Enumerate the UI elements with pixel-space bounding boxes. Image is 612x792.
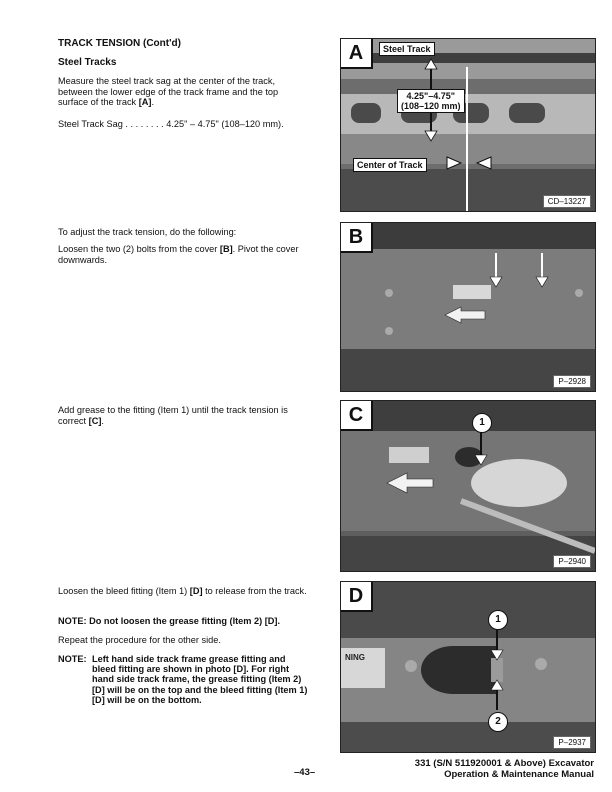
photo-c <box>340 400 596 572</box>
repeat-text: Repeat the procedure for the other side. <box>58 635 221 645</box>
sag-measure-in: 4.25"–4.75" <box>406 91 456 101</box>
photo-a <box>340 38 596 212</box>
note2-text: Left hand side track frame grease fitting and bleed fitting are shown in photo [D]. For right hand side track frame, the grease fitting (Item 2) [D] will be on the top and the bleed fitting (Item 1) [D] will be on the bottom. <box>92 654 308 705</box>
photo-c-code: P–2940 <box>553 555 591 568</box>
page-number: –43– <box>294 767 316 778</box>
loosen-paragraph <box>58 244 310 265</box>
loosen-end: . Pivot the cover downwards. <box>58 244 299 265</box>
grease-paragraph <box>58 405 310 426</box>
grease-end: . <box>101 415 104 426</box>
photo-c-label: C <box>341 401 373 431</box>
note-do-not-loosen: NOTE: Do not loosen the grease fitting (Item 2) [D]. <box>58 616 281 626</box>
spec-label: Steel Track Sag . . . . . . . . <box>58 119 164 129</box>
sag-measure-mm: (108–120 mm) <box>401 101 461 111</box>
photo-b-label: B <box>341 223 373 253</box>
bleed-end: to release from the track. <box>202 586 307 596</box>
spec-line <box>58 119 318 130</box>
photo-c-image <box>341 401 595 571</box>
loosen-ref: [B] <box>219 244 233 254</box>
spec-value: 4.25" – 4.75" (108–120 mm). <box>166 119 284 129</box>
item-1-marker: 1 <box>472 413 492 433</box>
photo-b-code: P–2928 <box>553 375 591 388</box>
section-title: TRACK TENSION (Cont'd) <box>58 38 181 49</box>
bleed-paragraph <box>58 586 310 597</box>
note2-label: NOTE: <box>58 654 87 664</box>
footer-line2: Operation & Maintenance Manual <box>444 769 594 780</box>
footer-line1: 331 (S/N 511920001 & Above) Excavator <box>414 758 594 769</box>
photo-a-code: CD–13227 <box>543 195 591 208</box>
center-of-track-callout: Center of Track <box>353 158 427 172</box>
bleed-text: Loosen the bleed fitting (Item 1) <box>58 586 190 596</box>
footer-title <box>415 758 594 780</box>
warning-sign-text: NING <box>345 653 365 662</box>
intro-text: Measure the steel track sag at the center of the track, between the lower edge of the track frame and the top surface of the track <box>58 76 279 108</box>
intro-paragraph <box>58 76 310 108</box>
photo-a-label: A <box>341 39 373 69</box>
photo-b-image <box>341 223 595 391</box>
section-subtitle: Steel Tracks <box>58 57 117 68</box>
intro-end: . <box>151 97 155 108</box>
photo-a-image <box>341 39 595 211</box>
photo-d-label: D <box>341 582 373 612</box>
sag-measure-callout <box>397 89 465 113</box>
grease-text: Add grease to the fitting (Item 1) until the track tension is correct <box>58 405 288 426</box>
adjust-intro: To adjust the track tension, do the following: <box>58 227 237 237</box>
photo-d-image <box>341 582 595 752</box>
loosen-text: Loosen the two (2) bolts from the cover <box>58 244 220 254</box>
photo-b <box>340 222 596 392</box>
grease-ref: [C] <box>88 415 102 426</box>
bleed-ref: [D] <box>189 586 203 596</box>
photo-d-code: P–2937 <box>553 736 591 749</box>
item-1-marker: 1 <box>488 610 508 630</box>
intro-ref: [A] <box>138 97 152 108</box>
photo-d <box>340 581 596 753</box>
item-2-marker: 2 <box>488 712 508 732</box>
steel-track-callout: Steel Track <box>379 42 435 56</box>
